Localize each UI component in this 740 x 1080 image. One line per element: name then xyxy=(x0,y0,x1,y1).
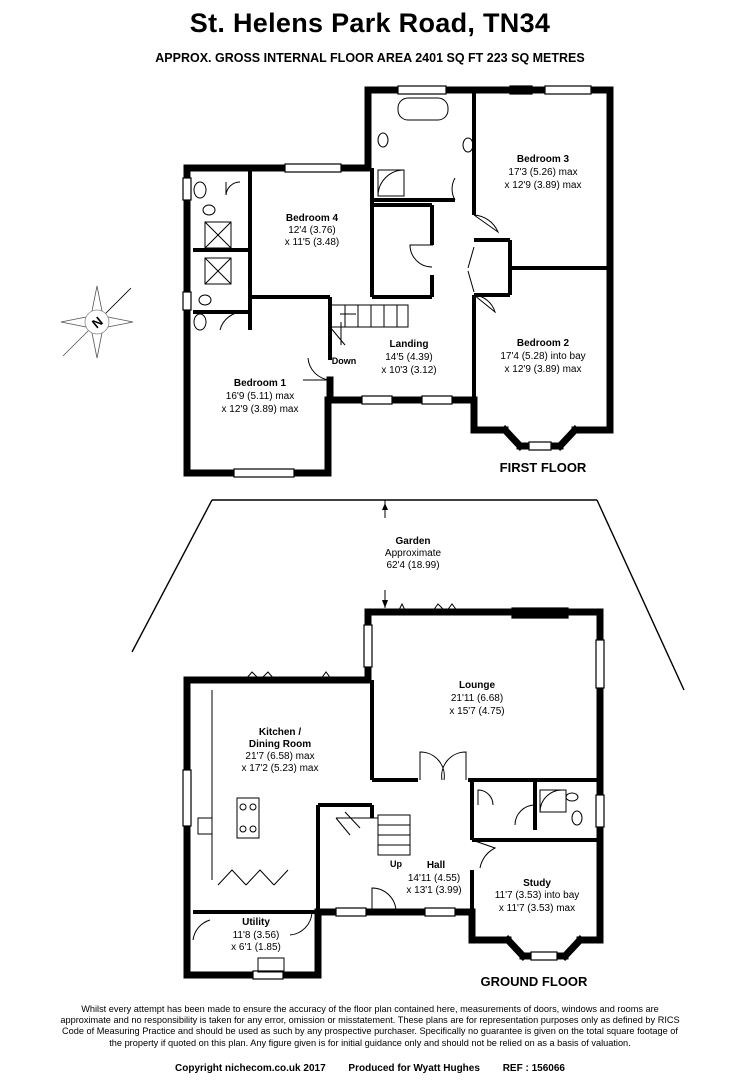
study-name: Study xyxy=(523,878,551,889)
first-floor-label: FIRST FLOOR xyxy=(499,460,587,475)
utility-dim2: x 6'1 (1.85) xyxy=(231,942,281,953)
lounge-dim2: x 15'7 (4.75) xyxy=(449,706,505,717)
hall-dim2: x 13'1 (3.99) xyxy=(406,885,462,896)
footer-copyright: Copyright nichecom.co.uk 2017 xyxy=(175,1063,326,1074)
kitchen-dim1: 21'7 (6.58) max xyxy=(245,751,315,762)
bedroom2-dim1: 17'4 (5.28) into bay xyxy=(500,351,586,362)
footer-produced-for: Produced for Wyatt Hughes xyxy=(348,1063,480,1074)
bedroom3-dim1: 17'3 (5.26) max xyxy=(508,167,578,178)
garden-note: Approximate xyxy=(384,548,442,559)
study-dim2: x 11'7 (3.53) max xyxy=(498,903,576,914)
disclaimer-text: Whilst every attempt has been made to ensure the accuracy of the floor plan contained here, measurements of doors, windows and rooms are approximate and no responsibility is taken for any error, omission or misstatement. These plans are for representation purposes only as defined by RICS Code of Measuring Practice and should be used as such by any prospective purchaser. Specifically no guarantee is given on the total square footage of the property if quoted on this plan. Any figure given is for initial guidance only and should not be relied on as a basis of valuation. xyxy=(60,1004,680,1048)
floor-area-subtitle: APPROX. GROSS INTERNAL FLOOR AREA 2401 SQ FT 223 SQ METRES xyxy=(155,51,585,65)
compass-north-letter: N xyxy=(88,313,106,332)
bedroom3-dim2: x 12'9 (3.89) max xyxy=(504,180,582,191)
bedroom1-name: Bedroom 1 xyxy=(233,378,287,389)
lounge-dim1: 21'11 (6.68) xyxy=(450,693,504,704)
hall-name: Hall xyxy=(426,860,446,871)
plan-title: St. Helens Park Road, TN34 xyxy=(189,8,551,38)
bedroom4-name: Bedroom 4 xyxy=(285,213,339,224)
landing-dim2: x 10'3 (3.12) xyxy=(381,365,437,376)
kitchen-name-line2: Dining Room xyxy=(248,739,312,750)
bedroom2-dim2: x 12'9 (3.89) max xyxy=(504,364,582,375)
up-label: Up xyxy=(390,859,402,869)
first-floor-doors xyxy=(220,178,498,380)
kitchen-dim2: x 17'2 (5.23) max xyxy=(241,763,319,774)
bedroom3-name: Bedroom 3 xyxy=(516,154,570,165)
first-floor-labels xyxy=(89,154,587,475)
bedroom4-dim1: 12'4 (3.76) xyxy=(288,225,336,236)
study-dim1: 11'7 (3.53) into bay xyxy=(494,890,580,901)
footer xyxy=(0,1063,740,1074)
footer-reference: REF : 156066 xyxy=(502,1063,565,1074)
bedroom4-dim2: x 11'5 (3.48) xyxy=(284,237,340,248)
down-label: Down xyxy=(331,356,357,366)
landing-name: Landing xyxy=(389,339,429,350)
lounge-name: Lounge xyxy=(458,680,496,691)
bedroom1-dim2: x 12'9 (3.89) max xyxy=(221,404,299,415)
utility-dim1: 11'8 (3.56) xyxy=(232,930,280,941)
hall-dim1: 14'11 (4.55) xyxy=(407,873,461,884)
utility-name: Utility xyxy=(242,917,270,928)
ground-floor-stairs xyxy=(336,812,410,855)
garden-name: Garden xyxy=(395,536,431,547)
landing-dim1: 14'5 (4.39) xyxy=(385,352,433,363)
bedroom1-dim1: 16'9 (5.11) max xyxy=(225,391,295,402)
garden-dim: 62'4 (18.99) xyxy=(386,560,440,571)
kitchen-name-line1: Kitchen / xyxy=(258,727,302,738)
ground-floor-label: GROUND FLOOR xyxy=(480,974,588,989)
garden-labels xyxy=(385,536,442,571)
bedroom2-name: Bedroom 2 xyxy=(516,338,570,349)
